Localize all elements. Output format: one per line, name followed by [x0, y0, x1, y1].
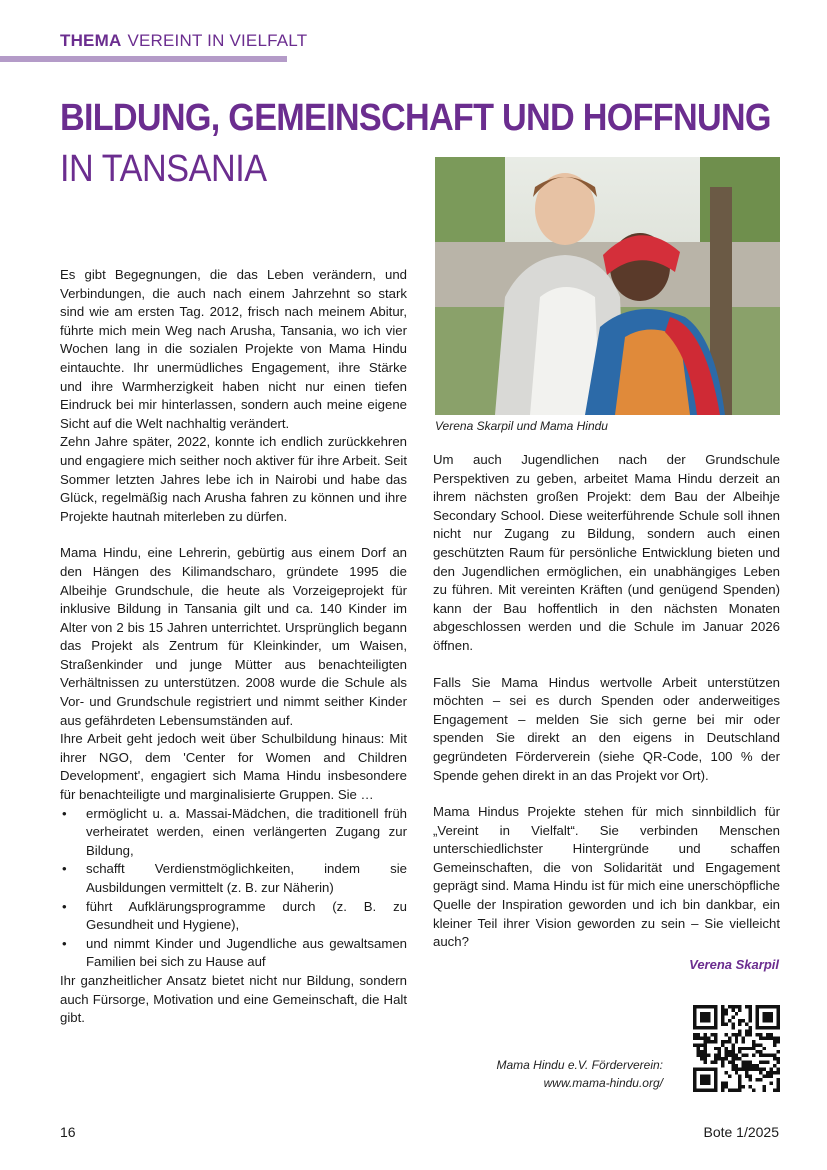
- article-photo: [435, 157, 780, 415]
- paragraph: Mama Hindus Projekte stehen für mich sinnbildlich für „Vereint in Vielfalt“. Sie verbinden Menschen unterschiedlichster Hintergründe und schaffen Gemeinschaften, die von Solidarität und Engagement geprägt sind. Mama Hindu ist für mich eine unerschöpfliche Quelle der Inspiration geworden und ich bin dankbar, ein kleiner Teil ihrer Vision geworden zu sein – Sie vielleicht auch?: [433, 804, 780, 950]
- right-column: [433, 451, 780, 952]
- qr-code-icon[interactable]: [693, 1005, 780, 1092]
- header-section: VEREINT IN VIELFALT: [127, 31, 308, 50]
- paragraph: Es gibt Begegnungen, die das Leben verändern, und Verbindungen, die auch nach einem Jahrzehnt so stark sind wie am ersten Tag. 2012, frisch nach meinem Abitur, führte mich mein Weg nach Arusha, Tansania, wo ich vier Wochen lang in die sozialen Projekte von Mama Hindu eintauchte. Ihr unermüdliches Engagement, ihre Stärke und ihre Warmherzigkeit haben nicht nur einen tiefen Eindruck bei mir hinterlassen, sondern auch meine eigene Sicht auf die Welt nachhaltig verändert.: [60, 267, 407, 431]
- paragraph: Ihr ganzheitlicher Ansatz bietet nicht nur Bildung, sondern auch Fürsorge, Motivation und eine Gemeinschaft, die Halt gibt.: [60, 972, 407, 1026]
- paragraph: Um auch Jugendlichen nach der Grundschule Perspektiven zu geben, arbeitet Mama Hindu derzeit an ihrem nächsten großen Projekt: dem Bau der Albeihje Secondary School. Diese weiterführende Schule soll ihnen nicht nur Zugang zu Bildung, sondern auch einen geschützten Raum für persönliche Entwicklung bieten und den Jugendlichen ermöglichen, ein unabhängiges Leben zu führen. Mit vereinten Kräften (und genügend Spenden) kann der Bau hoffentlich in den nächsten Monaten abgeschlossen werden und die Schule im Januar 2026 öffnen.: [433, 452, 780, 653]
- paragraph: Zehn Jahre später, 2022, konnte ich endlich zurückkehren und engagiere mich seither noch aktiver für ihre Arbeit. Seit Sommer letzten Jahres lebe ich in Nairobi und habe das Glück, regelmäßig nach Arusha fahren zu können und ihre Projekte hautnah miterleben zu dürfen.: [60, 434, 407, 524]
- qr-caption-url: www.mama-hindu.org/: [543, 1076, 663, 1090]
- header-category: THEMA: [60, 31, 122, 50]
- page-number: 16: [60, 1124, 76, 1140]
- list-item: • schafft Verdienstmöglichkeiten, indem sie Ausbildungen vermittelt (z. B. zur Näherin): [60, 860, 407, 897]
- list-item: • und nimmt Kinder und Jugendliche aus gewaltsamen Familien bei sich zu Hause auf: [60, 935, 407, 972]
- left-column: [60, 266, 407, 1028]
- list-item: • führt Aufklärungsprogramme durch (z. B. zu Gesundheit und Hygiene),: [60, 898, 407, 935]
- article-subtitle: IN TANSANIA: [60, 148, 267, 190]
- photo-caption: Verena Skarpil und Mama Hindu: [435, 419, 608, 433]
- author-signature: Verena Skarpil: [689, 957, 779, 972]
- paragraph: Ihre Arbeit geht jedoch weit über Schulbildung hinaus: Mit ihrer NGO, dem 'Center for Women and Children Development', engagiert sich Mama Hindu insbesondere für benachteiligte und marginalisierte Gruppen. Sie …: [60, 731, 407, 803]
- header-rule: [0, 56, 287, 62]
- paragraph: Mama Hindu, eine Lehrerin, gebürtig aus einem Dorf an den Hängen des Kilimandscharo, gründete 1995 die Albeihje Grundschule, die heute als Vorzeigeprojekt für inklusive Bildung in Tansania gilt und ca. 140 Kinder im Alter von 2 bis 15 Jahren unterrichtet. Ursprünglich begann das Projekt als Zentrum für Kleinkinder, um Waisen, Straßenkinder und junge Mütter aus benachteiligten Verhältnissen zu unterstützen. 2008 wurde die Schule als Vor- und Grundschule registriert und nimmt seither Kinder aus gefährdeten Lebensumständen auf.: [60, 545, 407, 728]
- issue-label: Bote 1/2025: [703, 1124, 779, 1140]
- paragraph: Falls Sie Mama Hindus wertvolle Arbeit unterstützen möchten – sei es durch Spenden oder anderweitiges Engagement – melden Sie sich gerne bei mir oder spenden Sie direkt an den eigens in Deutschland gegründeten Förderverein (siehe QR-Code, 100 % der Spende gehen direkt in an das Projekt vor Ort).: [433, 674, 780, 783]
- section-header: [60, 31, 307, 51]
- qr-caption: [455, 1056, 663, 1092]
- qr-caption-org: Mama Hindu e.V. Förderverein:: [496, 1058, 663, 1072]
- list-item: • ermöglicht u. a. Massai-Mädchen, die traditionell früh verheiratet werden, einen verlängerten Zugang zur Bildung,: [60, 805, 407, 861]
- article-title: BILDUNG, GEMEINSCHAFT UND HOFFNUNG: [60, 97, 771, 139]
- bullet-list: [60, 805, 407, 972]
